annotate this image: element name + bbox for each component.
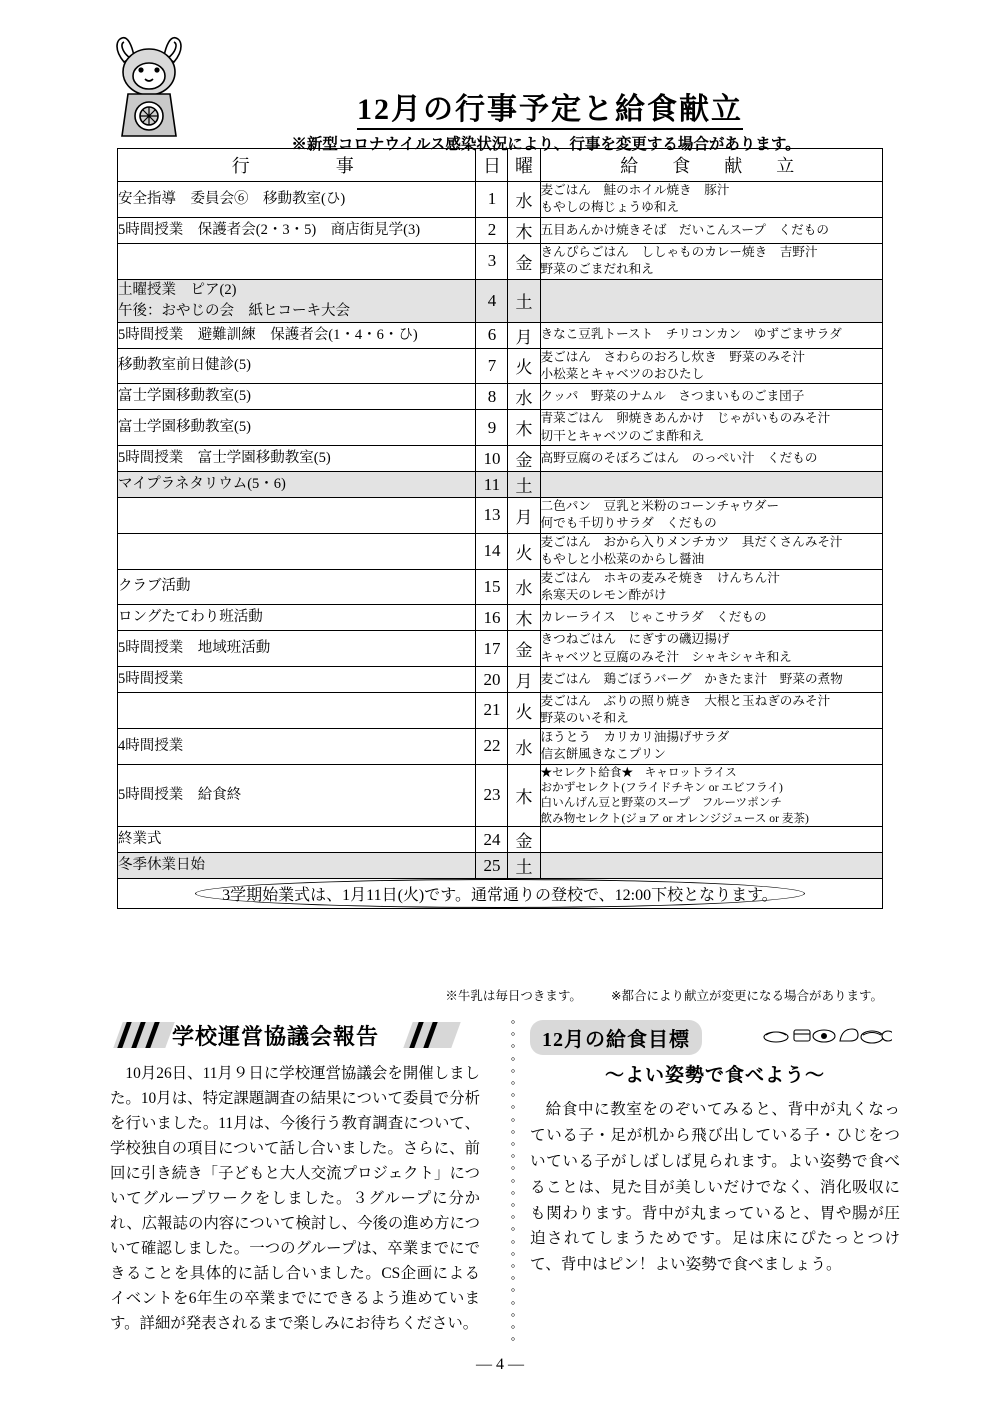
event-line: 冬季休業日始 — [118, 857, 205, 874]
table-footnote — [117, 986, 883, 1004]
cell-day: 25 — [476, 853, 508, 879]
menu-line: 白いんげん豆と野菜のスープ フルーツポンチ — [540, 796, 782, 810]
cell-day: 1 — [476, 182, 508, 218]
cell-dow: 火 — [508, 533, 540, 569]
cell-day: 9 — [476, 410, 508, 446]
table-row — [118, 764, 883, 827]
cell-menu — [540, 827, 882, 853]
table-row — [118, 322, 883, 348]
menu-line: ほうとう カリカリ油揚げサラダ — [540, 729, 730, 744]
cell-menu — [540, 667, 882, 693]
cell-day: 6 — [476, 322, 508, 348]
left-article-title: 学校運営協議会報告 — [172, 1024, 380, 1049]
table-row — [118, 853, 883, 879]
bottom-section — [110, 1016, 900, 1350]
schedule-table — [117, 148, 883, 909]
cell-event — [118, 631, 476, 667]
menu-line: クッパ 野菜のナムル さつまいものごま団子 — [540, 389, 805, 404]
cell-dow: 金 — [508, 446, 540, 472]
event-line: 5時間授業 富士学園移動教室(5) — [118, 450, 331, 467]
table-row — [118, 182, 883, 218]
event-line: ロングたてわり班活動 — [118, 609, 263, 626]
cell-menu — [540, 764, 882, 827]
cell-dow: 火 — [508, 693, 540, 729]
cell-dow: 土 — [508, 472, 540, 498]
event-line: 土曜授業 ピア(2) — [118, 281, 237, 298]
menu-line: 何でも千切りサラダ くだもの — [540, 516, 717, 531]
menu-line: 野菜のいそ和え — [540, 711, 629, 726]
menu-line: 小松菜とキャベツのおひたし — [540, 366, 705, 381]
right-article-subheading: 〜よい姿勢で食べよう〜 — [604, 1065, 825, 1086]
cell-event — [118, 764, 476, 827]
menu-line: ★セレクト給食★ キャロットライス — [540, 765, 737, 779]
cell-dow: 火 — [508, 348, 540, 384]
event-line: 終業式 — [118, 831, 162, 848]
cell-dow: 金 — [508, 243, 540, 279]
event-line: 午後：おやじの会 紙ヒコーキ大会 — [118, 302, 350, 319]
cell-dow: 水 — [508, 728, 540, 764]
menu-line: 麦ごはん 鶏ごぼうバーグ かきたま汁 野菜の煮物 — [540, 671, 843, 686]
cell-day: 13 — [476, 498, 508, 534]
menu-line: 二色パン 豆乳と米粉のコーンチャウダー — [540, 499, 780, 514]
cell-menu — [540, 279, 882, 322]
cell-menu — [540, 631, 882, 667]
cell-menu — [540, 533, 882, 569]
menu-line: おかずセレクト(フライドチキン or エビフライ) — [540, 780, 783, 794]
event-line: マイプラネタリウム(5・6) — [118, 476, 286, 493]
notice-row — [118, 879, 883, 909]
cell-menu — [540, 410, 882, 446]
cell-menu — [540, 498, 882, 534]
menu-line: 信玄餅風きなこプリン — [540, 747, 666, 762]
event-line: 5時間授業 給食終 — [118, 786, 242, 803]
cell-menu — [540, 384, 882, 410]
cell-dow: 木 — [508, 764, 540, 827]
cell-menu — [540, 853, 882, 879]
cell-dow: 土 — [508, 853, 540, 879]
food-icon-group — [762, 1024, 892, 1046]
cell-event — [118, 728, 476, 764]
food-icons — [762, 1024, 892, 1051]
table-row — [118, 631, 883, 667]
event-line: 5時間授業 保護者会(2・3・5) 商店街見学(3) — [118, 221, 421, 238]
cell-day: 21 — [476, 693, 508, 729]
menu-line: 飲み物セレクト(ジョア or オレンジジュース or 麦茶) — [540, 811, 809, 825]
cell-menu — [540, 605, 882, 631]
cell-dow: 土 — [508, 279, 540, 322]
menu-line: きんぴらごはん ししゃものカレー焼き 吉野汁 — [540, 244, 818, 259]
menu-line: 麦ごはん ぶりの照り焼き 大根と玉ねぎのみそ汁 — [540, 694, 831, 709]
table-row — [118, 384, 883, 410]
cell-dow: 木 — [508, 217, 540, 243]
event-line: クラブ活動 — [118, 578, 191, 595]
col-header-event: 行 事 — [118, 149, 476, 182]
table-row — [118, 533, 883, 569]
cell-dow: 水 — [508, 569, 540, 605]
cell-day: 17 — [476, 631, 508, 667]
menu-line: もやしと小松菜のからし醤油 — [540, 552, 705, 567]
cell-event — [118, 446, 476, 472]
event-line: 5時間授業 地域班活動 — [118, 640, 271, 657]
event-line: 富士学園移動教室(5) — [118, 388, 251, 405]
right-article-paragraph: 給食中に教室をのぞいてみると、背中が丸くなっている子・足が机から飛び出している子・ひじをついている子がしばしば見られます。よい姿勢で食べることは、見た目が美しいだけでなく、消化吸収にも関わります。背中が丸まっていると、胃や腸が圧迫されてしまうためです。足は床にぴたっとつけて、背中はピン！よい姿勢で食べましょう。 — [530, 1101, 900, 1274]
col-header-day: 日 — [476, 149, 508, 182]
cell-dow: 金 — [508, 827, 540, 853]
menu-line: きつねごはん にぎすの磯辺揚げ — [540, 632, 730, 647]
cell-dow: 木 — [508, 410, 540, 446]
cell-event — [118, 182, 476, 218]
school-mascot-icon — [104, 32, 194, 142]
menu-line: もやしの梅じょうゆ和え — [540, 200, 680, 215]
cell-day: 4 — [476, 279, 508, 322]
cell-day: 8 — [476, 384, 508, 410]
table-row — [118, 605, 883, 631]
table-row — [118, 279, 883, 322]
menu-line: 切干とキャベツのごま酢和え — [540, 428, 705, 443]
table-row — [118, 569, 883, 605]
table-row — [118, 827, 883, 853]
cell-menu — [540, 182, 882, 218]
cell-day: 16 — [476, 605, 508, 631]
right-article — [530, 1020, 900, 1278]
cell-event — [118, 348, 476, 384]
cell-event — [118, 243, 476, 279]
cell-dow: 水 — [508, 182, 540, 218]
schedule-table-body — [118, 182, 883, 879]
cell-event — [118, 217, 476, 243]
cell-day: 14 — [476, 533, 508, 569]
left-article-body — [110, 1062, 480, 1336]
event-line: 安全指導 委員会⑥ 移動教室(ひ) — [118, 190, 346, 207]
col-header-dow: 曜 — [508, 149, 540, 182]
table-row — [118, 217, 883, 243]
cell-dow: 水 — [508, 384, 540, 410]
cell-menu — [540, 322, 882, 348]
cell-day: 3 — [476, 243, 508, 279]
menu-line: 野菜のごまだれ和え — [540, 262, 654, 277]
menu-line: 麦ごはん さわらのおろし炊き 野菜のみそ汁 — [540, 349, 805, 364]
table-row — [118, 693, 883, 729]
table-header-row — [118, 149, 883, 182]
menu-line: 麦ごはん おから入りメンチカツ 具だくさんみそ汁 — [540, 534, 843, 549]
menu-line: 青菜ごはん 卵焼きあんかけ じゃがいものみそ汁 — [540, 411, 831, 426]
cell-event — [118, 827, 476, 853]
menu-line: 糸寒天のレモン酢がけ — [540, 587, 667, 602]
table-row — [118, 243, 883, 279]
menu-line: 五目あんかけ焼きそば だいこんスープ くだもの — [540, 222, 829, 237]
cell-menu — [540, 243, 882, 279]
table-row — [118, 728, 883, 764]
page-subtitle: ※新型コロナウイルス感染状況により、行事を変更する場合があります。 — [291, 136, 801, 153]
cell-day: 10 — [476, 446, 508, 472]
cell-event — [118, 410, 476, 446]
col-header-menu: 給 食 献 立 — [540, 149, 882, 182]
cell-menu — [540, 217, 882, 243]
left-article-heading — [110, 1020, 480, 1054]
event-line: 5時間授業 — [118, 671, 184, 688]
cell-event — [118, 279, 476, 322]
table-row — [118, 498, 883, 534]
table-row — [118, 410, 883, 446]
cell-event — [118, 533, 476, 569]
menu-line: キャベツと豆腐のみそ汁 シャキシャキ和え — [540, 649, 792, 664]
menu-line: 麦ごはん 鮭のホイル焼き 豚汁 — [540, 183, 730, 197]
schedule-table-wrap — [117, 148, 883, 909]
notice-text: 3学期始業式は、1月11日(火)です。通常通りの登校で、12:00下校となります。 — [195, 879, 805, 908]
cell-menu — [540, 348, 882, 384]
event-line: 4時間授業 — [118, 737, 184, 754]
cell-day: 7 — [476, 348, 508, 384]
table-row — [118, 446, 883, 472]
cell-event — [118, 322, 476, 348]
cell-menu — [540, 446, 882, 472]
event-line: 富士学園移動教室(5) — [118, 419, 251, 436]
menu-line: 高野豆腐のそぼろごはん のっぺい汁 くだもの — [540, 450, 818, 465]
cell-day: 22 — [476, 728, 508, 764]
right-article-heading — [530, 1020, 900, 1054]
cell-dow: 月 — [508, 322, 540, 348]
event-line: 移動教室前日健診(5) — [118, 357, 251, 374]
cell-menu — [540, 569, 882, 605]
left-article — [110, 1020, 480, 1336]
cell-day: 11 — [476, 472, 508, 498]
cell-event — [118, 853, 476, 879]
table-row — [118, 667, 883, 693]
right-article-body — [530, 1097, 900, 1278]
menu-line: きなこ豆乳トースト チリコンカン ゆずごまサラダ — [540, 327, 842, 342]
footnote-milk: ※牛乳は毎日つきます。 — [445, 989, 582, 1003]
cell-dow: 月 — [508, 498, 540, 534]
table-row — [118, 472, 883, 498]
cell-event — [118, 384, 476, 410]
notice-cell — [118, 879, 883, 909]
vertical-dot-divider: ◦ ◦ ◦ ◦ ◦ ◦ ◦ ◦ ◦ ◦ ◦ ◦ ◦ ◦ ◦ ◦ ◦ ◦ ◦ ◦ ◦ ◦ ◦ ◦ ◦ ◦ ◦ — [510, 1016, 516, 1346]
cell-event — [118, 693, 476, 729]
cell-day: 15 — [476, 569, 508, 605]
right-article-title: 12月の給食目標 — [530, 1020, 702, 1055]
cell-day: 2 — [476, 217, 508, 243]
page-number: — 4 — — [476, 1356, 524, 1373]
footnote-change: ※都合により献立が変更になる場合があります。 — [611, 989, 883, 1003]
cell-menu — [540, 728, 882, 764]
event-line: 5時間授業 避難訓練 保護者会(1・4・6・ひ) — [118, 326, 418, 343]
menu-line: カレーライス じゃこサラダ くだもの — [540, 610, 767, 625]
cell-event — [118, 569, 476, 605]
cell-day: 20 — [476, 667, 508, 693]
cell-day: 23 — [476, 764, 508, 827]
cell-event — [118, 472, 476, 498]
cell-day: 24 — [476, 827, 508, 853]
cell-dow: 金 — [508, 631, 540, 667]
page-header — [0, 18, 1000, 153]
cell-dow: 木 — [508, 605, 540, 631]
left-article-paragraph: 10月26日、11月９日に学校運営協議会を開催しました。10月は、特定課題調査の結果について委員で分析を行いました。11月は、今後行う教育調査について、学校独自の項目について話し合いました。さらに、前回に引き続き「子どもと大人交流プロジェクト」についてグループワークをしました。３グループに分かれ、広報誌の内容について検討し、今後の進め方について確認しました。一つのグループは、卒業までにできることを具体的に話し合いました。CS企画によるイベントを6年生の卒業までにできるよう進めています。詳細が発表されるまで楽しみにお待ちください。 — [110, 1065, 480, 1332]
menu-line: 麦ごはん ホキの麦みそ焼き けんちん汁 — [540, 570, 780, 585]
cell-event — [118, 605, 476, 631]
cell-event — [118, 667, 476, 693]
cell-menu — [540, 472, 882, 498]
cell-dow: 月 — [508, 667, 540, 693]
page-title: 12月の行事予定と給食献立 — [200, 84, 900, 128]
cell-menu — [540, 693, 882, 729]
table-row — [118, 348, 883, 384]
cell-event — [118, 498, 476, 534]
